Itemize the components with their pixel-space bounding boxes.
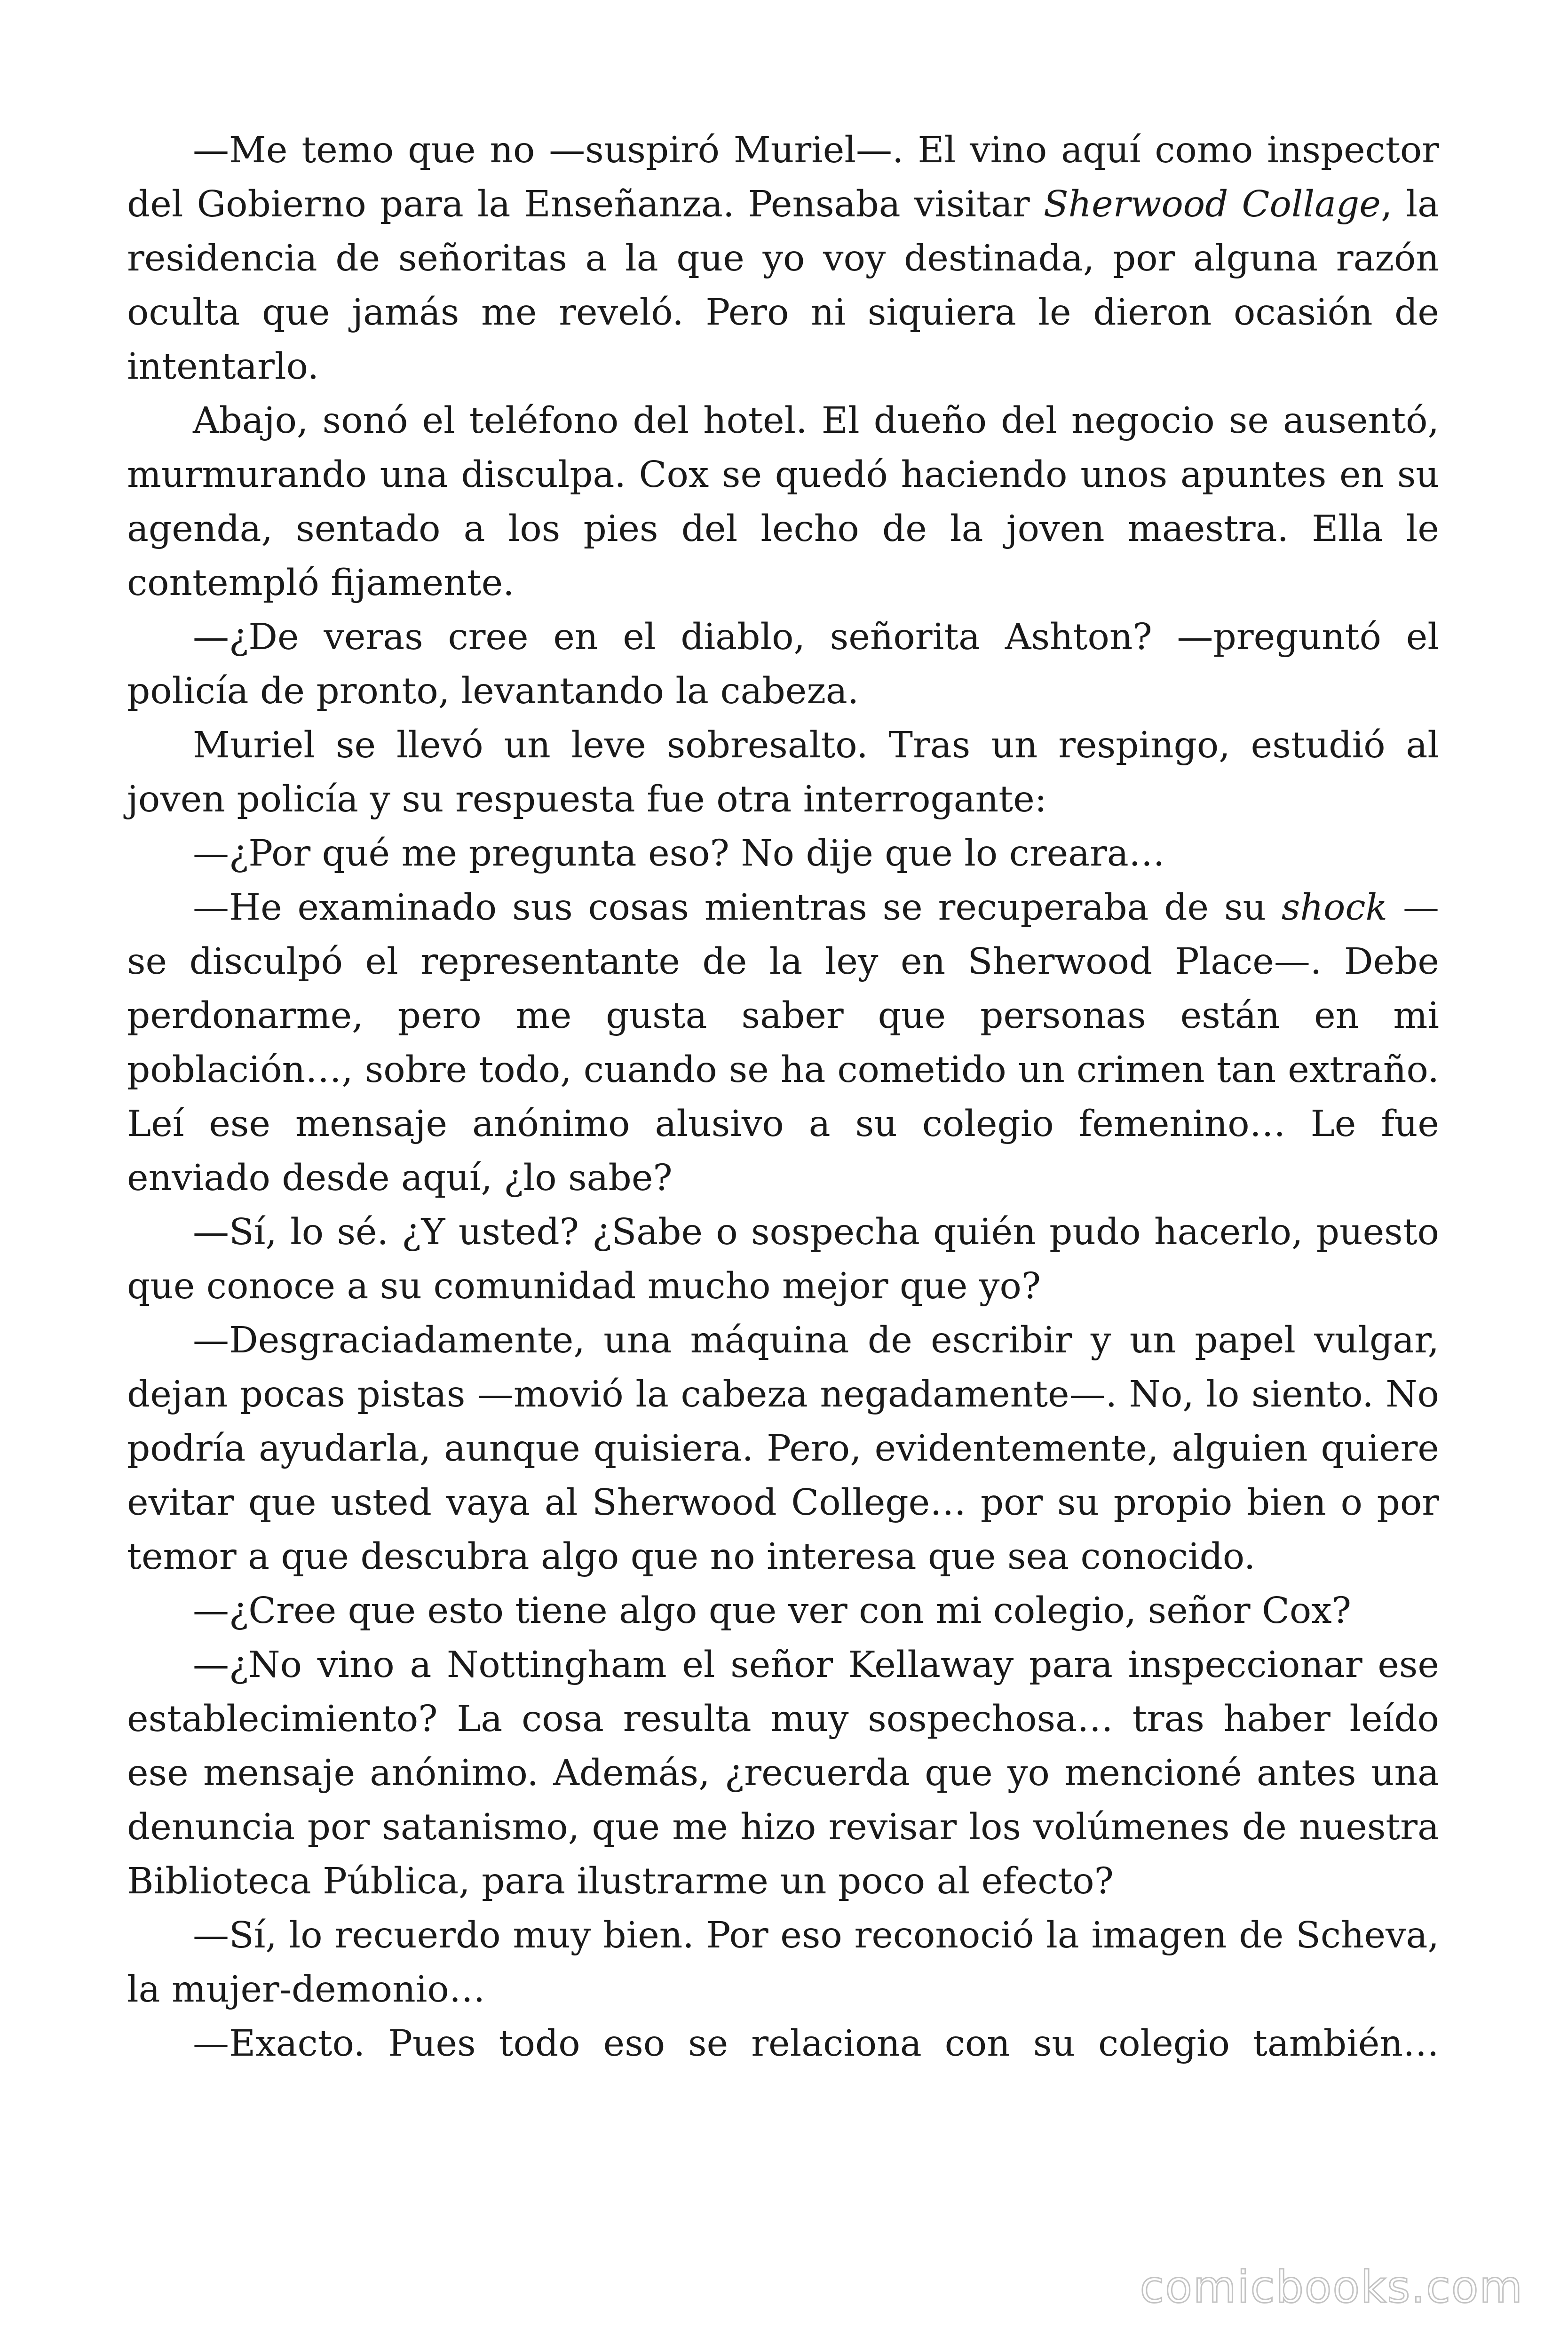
paragraph: —¿No vino a Nottingham el señor Kellaway para inspeccionar ese establecimiento? La cosa resulta muy sospechosa… tras haber leído ese mensaje anónimo. Además, ¿recuerda que yo mencioné antes una denuncia por satanismo, que me hizo revisar los volúmenes de nuestra Biblioteca Pública, para ilustrarme un poco al efecto?	[127, 1644, 1439, 1902]
italic-title: Sherwood Collage	[1043, 183, 1381, 225]
paragraph: —Sí, lo recuerdo muy bien. Por eso reconoció la imagen de Scheva, la mujer-demonio…	[127, 1915, 1439, 2010]
paragraph: —¿Por qué me pregunta eso? No dije que lo creara…	[193, 833, 1165, 874]
page-text	[127, 123, 1439, 2071]
paragraph: —He examinado sus cosas mientras se recuperaba de su shock —se disculpó el representante de la ley en Sherwood Place—. Debe perdonarme, pero me gusta saber que personas están en mi población…, sobre todo, cuando se ha cometido un crimen tan extraño. Leí ese mensaje anónimo alusivo a su colegio femenino… Le fue enviado desde aquí, ¿lo sabe?	[127, 887, 1439, 1199]
paragraph: —Sí, lo sé. ¿Y usted? ¿Sabe o sospecha quién pudo hacerlo, puesto que conoce a su comunidad mucho mejor que yo?	[127, 1211, 1439, 1307]
paragraph: —Me temo que no —suspiró Muriel—. El vino aquí como inspector del Gobierno para la Enseñanza. Pensaba visitar Sherwood Collage, la residencia de señoritas a la que yo voy destinada, por alguna razón oculta que jamás me reveló. Pero ni siquiera le dieron ocasión de intentarlo.	[127, 129, 1439, 388]
paragraph: —¿De veras cree en el diablo, señorita Ashton? —preguntó el policía de pronto, levantando la cabeza.	[127, 616, 1439, 712]
paragraph: —¿Cree que esto tiene algo que ver con mi colegio, señor Cox?	[193, 1590, 1351, 1632]
watermark: comicbooks.com	[1140, 2262, 1523, 2313]
paragraph: —Exacto. Pues todo eso se relaciona con su colegio también…	[193, 2023, 1439, 2065]
paragraph: Muriel se llevó un leve sobresalto. Tras un respingo, estudió al joven policía y su respuesta fue otra interrogante:	[127, 724, 1439, 820]
italic-word: shock	[1281, 887, 1388, 929]
paragraph: Abajo, sonó el teléfono del hotel. El dueño del negocio se ausentó, murmurando una disculpa. Cox se quedó haciendo unos apuntes en su agenda, sentado a los pies del lecho de la joven maestra. Ella le contempló fijamente.	[127, 400, 1439, 604]
paragraph: —Desgraciadamente, una máquina de escribir y un papel vulgar, dejan pocas pistas —movió la cabeza negadamente—. No, lo siento. No podría ayudarla, aunque quisiera. Pero, evidentemente, alguien quiere evitar que usted vaya al Sherwood College… por su propio bien o por temor a que descubra algo que no interesa que sea conocido.	[127, 1319, 1439, 1578]
